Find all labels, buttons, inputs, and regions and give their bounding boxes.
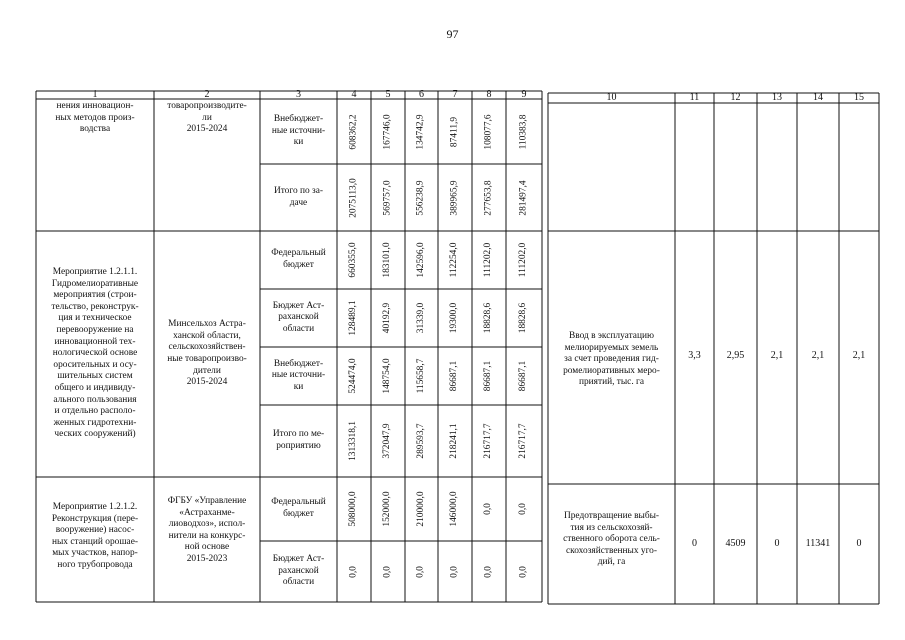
source-label-line: Итого по за-: [273, 185, 324, 196]
row-c-indicator: [550, 494, 673, 586]
funding-value: 0,0: [483, 565, 493, 578]
row-b-activity-line: ального пользования: [53, 394, 137, 405]
source-label-line: ки: [293, 137, 304, 148]
source-label-line: Бюджет Аст-: [272, 300, 325, 311]
indicator-line: ромелиоративных меро-: [563, 365, 660, 376]
header-col-2: 2: [204, 89, 210, 100]
funding-value: 216717,7: [483, 423, 493, 459]
funding-value: 86687,1: [483, 360, 493, 392]
funding-value: 146000,0: [449, 491, 459, 527]
funding-value: 277653,8: [483, 179, 493, 216]
row-a-activity-line: водства: [79, 124, 111, 135]
row-c-executor-line: 2015-2023: [186, 553, 228, 564]
funding-value: 134742,9: [415, 113, 426, 150]
funding-value: 281497,4: [518, 179, 528, 216]
header-col-10: 10: [606, 92, 617, 103]
row-c-activity-line: Реконструкция (пере-: [51, 513, 139, 524]
row-c-target-11: 0: [692, 538, 697, 549]
funding-value: 524474,0: [348, 358, 358, 394]
funding-value: 108077,6: [483, 113, 493, 150]
row-b-activity-line: мероприятия (строи-: [53, 290, 137, 301]
row-c-activity-line: ного трубопровода: [57, 559, 133, 570]
row-b-executor-line: Минсельхоз Астра-: [168, 319, 246, 330]
funding-value: 148754,0: [382, 358, 392, 394]
row-c-executor-line: ФГБУ «Управление: [167, 496, 247, 506]
indicator-line: ственного оборота сель-: [563, 534, 660, 545]
row-c-source-federal: [261, 478, 336, 540]
funding-value: 40192,9: [382, 302, 392, 334]
header-col-9: 9: [521, 89, 527, 100]
row-a-activity-line: ных методов произ-: [55, 112, 135, 123]
funding-value: 0,0: [382, 565, 392, 578]
funding-value: 142596,0: [415, 242, 426, 278]
source-label-line: ки: [293, 381, 304, 392]
row-c-target-14: 11341: [805, 538, 831, 549]
indicator-line: за счет проведения гид-: [564, 354, 659, 365]
funding-value: 289593,7: [415, 423, 426, 459]
funding-value: 31339,0: [415, 302, 426, 334]
header-col-5: 5: [385, 89, 391, 100]
funding-value: 0,0: [483, 503, 493, 515]
row-c-executor-line: нители на конкурс-: [168, 530, 246, 541]
row-a-source-total: [261, 165, 336, 230]
row-b-activity-line: ция и техническое: [58, 313, 132, 324]
funding-value: 556238,9: [415, 179, 426, 216]
indicator-line: Ввод в эксплуатацию: [568, 331, 654, 342]
source-label-line: Внебюджет-: [273, 358, 324, 369]
row-b-activity-line: ческих сооружений): [54, 429, 136, 440]
row-b-activity-line: Мероприятие 1.2.1.1.: [52, 267, 138, 278]
row-c-activity-line: мых участков, напор-: [52, 548, 138, 559]
row-a-executor-line: 2015-2024: [186, 124, 228, 135]
funding-value: 2075113,0: [348, 177, 358, 218]
funding-value: 112254,0: [449, 242, 459, 278]
row-a-executor: [155, 101, 259, 229]
header-col-11: 11: [689, 92, 700, 103]
indicator-line: Предотвращение выбы-: [563, 511, 660, 522]
header-col-8: 8: [486, 89, 492, 100]
source-label-line: бюджет: [283, 509, 314, 519]
source-label-line: Федеральный: [271, 497, 326, 508]
row-b-executor-line: дители: [193, 365, 221, 376]
header-col-3: 3: [296, 89, 301, 100]
row-a-source-extrabudget: [261, 100, 336, 163]
row-c-activity-line: Мероприятие 1.2.1.2.: [52, 502, 138, 512]
row-a-executor-line: ли: [202, 112, 212, 123]
row-c-target-15: 0: [856, 538, 862, 549]
funding-value: 0,0: [518, 503, 528, 515]
source-label-line: ные источни-: [271, 125, 326, 136]
funding-value: 18828,6: [518, 302, 528, 334]
row-c-executor-line: «Астраханме-: [179, 507, 235, 518]
row-b-source-total: [261, 406, 336, 476]
source-label-line: Бюджет Аст-: [272, 554, 325, 565]
row-b-source-extrabudget: [261, 348, 336, 404]
funding-value: 389965,9: [449, 179, 459, 216]
indicator-line: скохозяйственных уго-: [565, 545, 657, 556]
header-col-12: 12: [730, 92, 741, 103]
funding-value: 508000,0: [348, 491, 358, 527]
funding-value: 660355,0: [348, 242, 358, 278]
row-b-executor-line: ханской области,: [173, 330, 241, 341]
row-c-executor: [155, 496, 259, 600]
row-c-activity-line: вооружение) насос-: [55, 525, 135, 536]
source-label-line: раханской: [278, 312, 319, 323]
row-b-indicator: [550, 300, 673, 420]
row-c-target-12: 4509: [725, 538, 746, 549]
funding-value: 111202,0: [518, 242, 528, 278]
row-b-activity-line: женных гидротехни-: [53, 417, 137, 428]
source-label-line: роприятию: [276, 441, 321, 451]
row-b-executor-line: сельскохозяйствен-: [168, 342, 246, 353]
row-b-activity-line: общего и индивиду-: [54, 382, 136, 393]
indicator-line: мелиорируемых земель: [564, 342, 659, 353]
source-label-line: бюджет: [283, 260, 314, 270]
source-label-line: области: [282, 323, 315, 334]
row-b-executor: [155, 232, 259, 476]
funding-value: 0,0: [415, 565, 426, 578]
source-label-line: Внебюджет-: [273, 114, 324, 125]
row-c-executor-line: ной основе: [184, 542, 230, 553]
funding-value: 372047,9: [382, 423, 392, 459]
funding-value: 128489,1: [348, 300, 358, 336]
header-col-7: 7: [452, 89, 458, 100]
funding-value: 19300,0: [449, 302, 459, 334]
funding-value: 111202,0: [483, 242, 493, 278]
row-b-target-15: 2,1: [852, 350, 866, 361]
funding-value: 86687,1: [449, 360, 459, 392]
row-c-executor-line: лиоводхоз», испол-: [168, 519, 246, 530]
row-b-activity-line: шительных систем: [57, 371, 133, 382]
funding-value: 210000,0: [415, 491, 426, 527]
row-c-activity: [37, 502, 153, 600]
row-a-activity-line: нения инновацион-: [56, 101, 134, 111]
funding-value: 115658,7: [415, 358, 426, 394]
funding-value: 167746,0: [382, 113, 392, 150]
source-label-line: ные источни-: [271, 370, 326, 381]
funding-value: 1313318,1: [348, 421, 358, 461]
row-c-source-regional: [261, 542, 336, 601]
funding-value: 87411,9: [449, 116, 459, 147]
source-label-line: области: [282, 577, 315, 588]
source-label-line: даче: [289, 197, 308, 208]
row-c-activity-line: ных станций орошае-: [51, 536, 139, 547]
row-b-executor-line: 2015-2024: [186, 377, 228, 388]
funding-value: 152000,0: [382, 491, 392, 527]
row-b-activity-line: оросительных и осу-: [53, 359, 137, 370]
header-col-15: 15: [854, 92, 864, 103]
row-b-activity-line: Гидромелиоративные: [51, 278, 139, 289]
row-b-activity-line: и отдельно располо-: [54, 406, 136, 417]
row-b-activity: [37, 232, 153, 476]
row-b-target-12: 2,95: [726, 350, 745, 361]
row-b-activity-line: перевооружение на: [56, 325, 134, 336]
source-label-line: раханской: [278, 565, 319, 576]
source-label-line: Итого по ме-: [272, 429, 325, 440]
funding-value: 569757,0: [382, 179, 392, 216]
row-b-source-regional: [261, 290, 336, 346]
header-col-13: 13: [772, 92, 782, 103]
funding-value: 218241,1: [449, 423, 459, 459]
funding-value: 0,0: [449, 565, 459, 578]
funding-value: 110383,8: [518, 114, 528, 149]
page-number: 97: [446, 27, 459, 41]
row-b-target-11: 3,3: [688, 350, 701, 361]
row-b-activity-line: нологической основе: [52, 348, 138, 359]
row-b-activity-line: инновационной тех-: [54, 336, 136, 347]
funding-value: 183101,0: [382, 242, 392, 278]
row-b-executor-line: ные товаропроизво-: [167, 354, 247, 364]
row-b-source-federal: [261, 232, 336, 288]
indicator-line: тия из сельскохозяй-: [570, 522, 653, 533]
row-a-executor-line: товаропроизводите-: [167, 101, 247, 111]
funding-value: 0,0: [348, 565, 358, 578]
indicator-line: приятий, тыс. га: [578, 377, 645, 388]
header-col-4: 4: [351, 89, 357, 100]
funding-value: 86687,1: [518, 360, 528, 392]
row-a-activity: [37, 101, 153, 229]
funding-value: 0,0: [518, 565, 528, 578]
funding-value: 608362,2: [348, 113, 358, 150]
header-col-14: 14: [813, 92, 823, 103]
row-b-target-14: 2,1: [811, 350, 825, 361]
row-b-activity-line: тельство, реконструк-: [51, 301, 139, 312]
header-col-1: 1: [92, 89, 98, 100]
source-label-line: Федеральный: [271, 248, 326, 259]
funding-value: 18828,6: [483, 302, 493, 334]
funding-value: 216717,7: [518, 423, 528, 459]
header-col-6: 6: [419, 89, 424, 100]
row-b-target-13: 2,1: [770, 350, 784, 361]
indicator-line: дий, га: [597, 557, 626, 568]
row-c-target-13: 0: [774, 538, 780, 549]
